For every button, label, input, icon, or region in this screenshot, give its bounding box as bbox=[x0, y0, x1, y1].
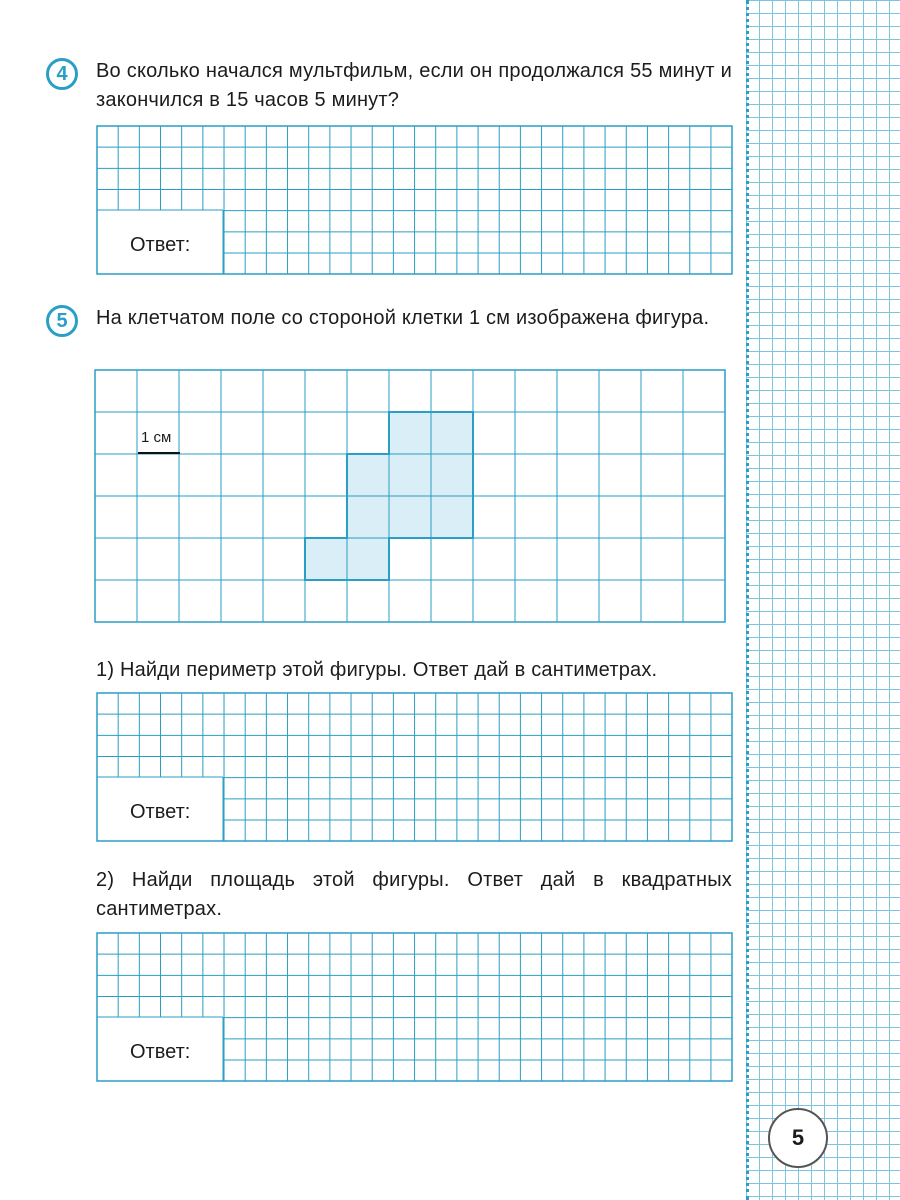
unit-scale-line bbox=[138, 452, 180, 454]
subtask-1-answer-box[interactable] bbox=[96, 692, 733, 842]
task-5-question: На клетчатом поле со стороной клетки 1 см изображена фигура. bbox=[96, 307, 710, 329]
figure-cell bbox=[389, 496, 431, 538]
figure-cell bbox=[431, 454, 473, 496]
subtask-2-question: 2) Найди площадь этой фигуры. Ответ дай в квадратных сантиметрах. bbox=[96, 869, 732, 920]
task-4-answer-box[interactable] bbox=[96, 125, 733, 275]
page-number: 5 bbox=[791, 1125, 805, 1150]
figure-grid bbox=[94, 369, 730, 625]
task-4-number-badge bbox=[46, 58, 78, 90]
figure-cell bbox=[347, 496, 389, 538]
figure-cell bbox=[347, 538, 389, 580]
subtask-1-answer-label: Ответ: bbox=[130, 801, 191, 823]
margin-perforation bbox=[746, 0, 749, 1200]
figure-cell bbox=[347, 454, 389, 496]
task-4-number: 4 bbox=[56, 62, 68, 85]
margin-graph-paper bbox=[746, 0, 900, 1200]
subtask-1-question: 1) Найди периметр этой фигуры. Ответ дай в сантиметрах. bbox=[96, 659, 658, 681]
task-4-answer-grid bbox=[96, 125, 733, 275]
subtask-2-answer-label: Ответ: bbox=[130, 1041, 191, 1063]
task-5-number-badge bbox=[46, 305, 78, 337]
subtask-1-answer-grid bbox=[96, 692, 733, 842]
page-number-badge bbox=[768, 1108, 828, 1168]
task-4-answer-label: Ответ: bbox=[130, 234, 191, 256]
figure-cell bbox=[389, 412, 431, 454]
figure-cell bbox=[305, 538, 347, 580]
figure-cell bbox=[389, 454, 431, 496]
unit-scale-label: 1 см bbox=[141, 429, 172, 446]
task-4-question: Во сколько начался мультфильм, если он продолжался 55 минут и закончился в 15 часов 5 минут? bbox=[96, 60, 732, 111]
subtask-2-answer-box[interactable] bbox=[96, 932, 733, 1082]
task-5-number: 5 bbox=[56, 309, 68, 332]
figure-cell bbox=[431, 412, 473, 454]
figure-cell bbox=[431, 496, 473, 538]
subtask-2-answer-grid bbox=[96, 932, 733, 1082]
